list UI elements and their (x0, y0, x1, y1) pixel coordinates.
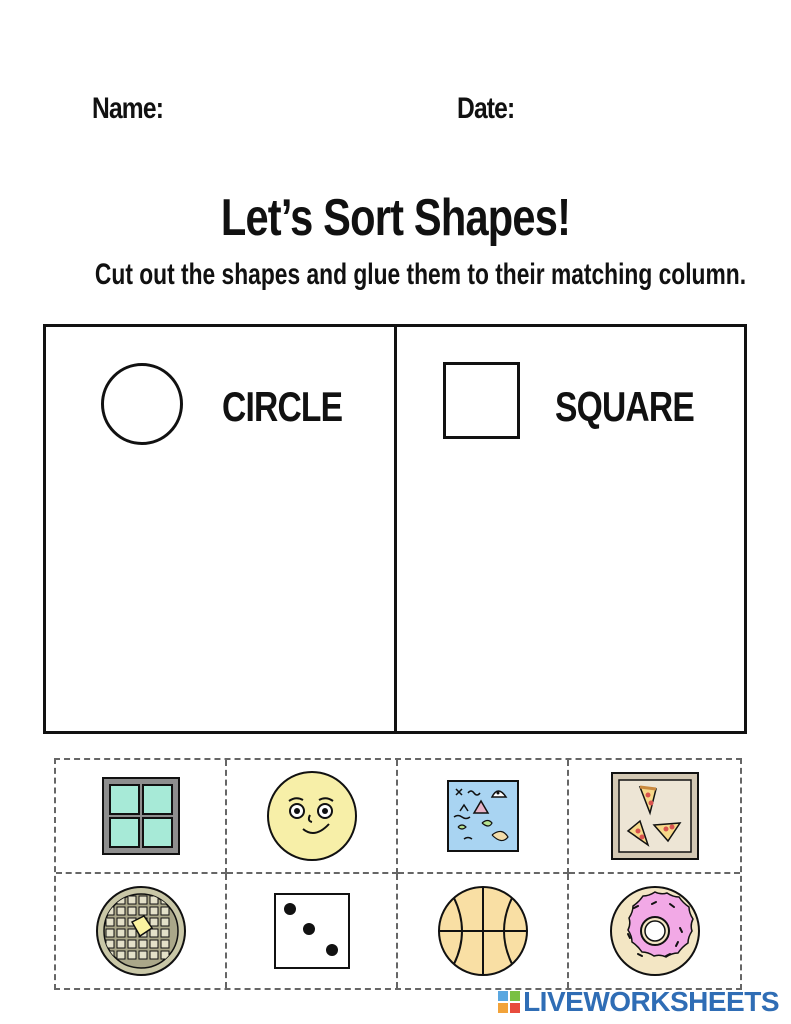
cutout-card-dice[interactable] (227, 874, 398, 988)
window-icon (101, 776, 181, 856)
liveworksheets-logo-icon (497, 990, 521, 1014)
square-column[interactable] (394, 327, 745, 731)
cutout-card-waffle[interactable] (56, 874, 227, 988)
square-column-label: SQUARE (554, 383, 694, 430)
watermark-text: LIVEWORKSHEETS (523, 986, 779, 1017)
cutout-card-donut[interactable] (569, 874, 740, 988)
cutout-card-map[interactable] (398, 760, 569, 874)
waffle-icon (94, 884, 188, 978)
cutout-card-pizza[interactable] (569, 760, 740, 874)
treasure-map-icon (446, 779, 520, 853)
cutout-card-basketball[interactable] (398, 874, 569, 988)
pizza-box-icon (610, 771, 700, 861)
cutout-grid (54, 758, 742, 990)
cutout-card-window[interactable] (56, 760, 227, 874)
basketball-icon (436, 884, 530, 978)
circle-shape-icon (101, 363, 183, 445)
date-label: Date: (457, 92, 515, 125)
circle-column-label: CIRCLE (222, 383, 343, 430)
smiley-face-icon (265, 769, 359, 863)
circle-column[interactable] (46, 327, 394, 731)
page-title: Let’s Sort Shapes! (220, 189, 571, 247)
watermark (497, 986, 779, 1018)
square-shape-icon (443, 362, 520, 439)
sort-table (43, 324, 747, 734)
dice-icon (273, 892, 351, 970)
instructions: Cut out the shapes and glue them to their matching column. (94, 258, 747, 291)
name-label: Name: (92, 92, 164, 125)
donut-icon (608, 884, 702, 978)
cutout-card-face[interactable] (227, 760, 398, 874)
